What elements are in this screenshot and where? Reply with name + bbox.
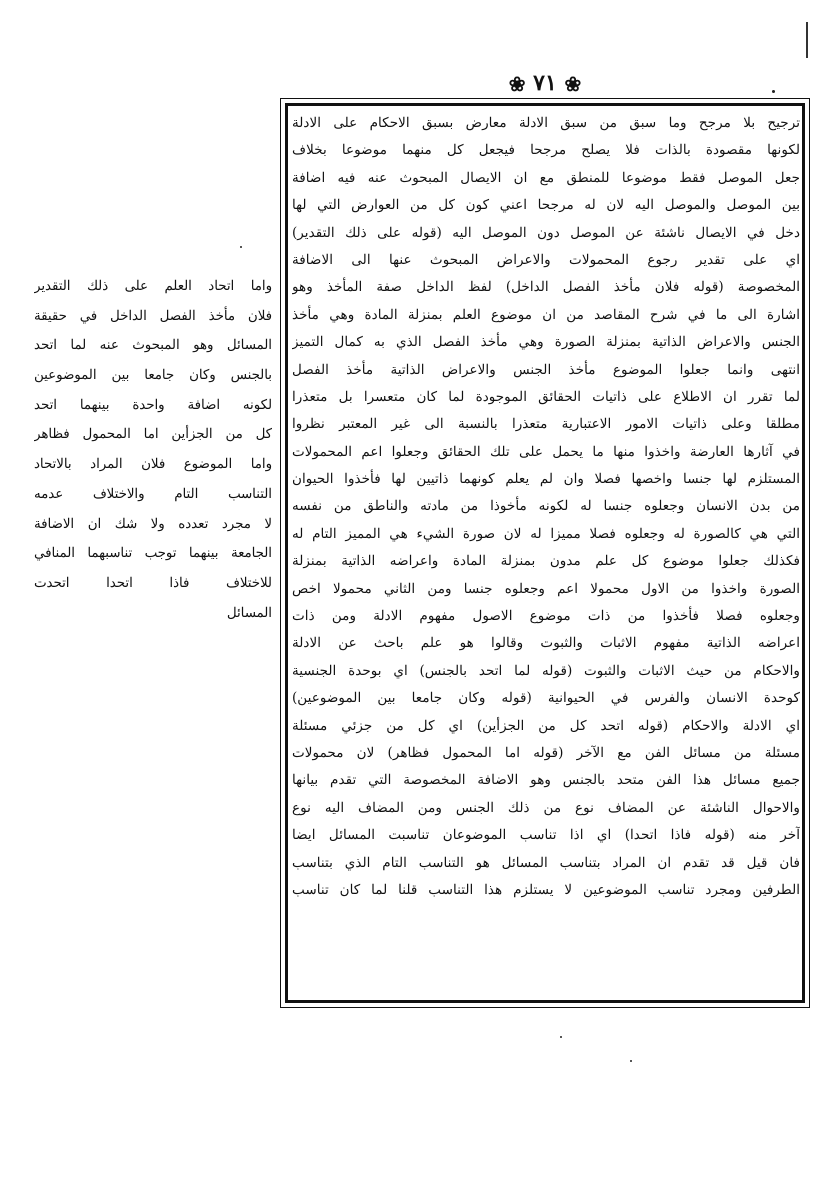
margin-line: للاختلاف فاذا اتحدا اتحدت [34,575,272,591]
margin-line: واما الموضوع فلان المراد بالاتحاد [34,457,272,473]
main-line: المستلزم لها جنسا واخصها فصلا وان لم يعلم كونهما ذاتيين لها فأخذوا الحيوان [292,471,800,488]
margin-line: كل من الجزأين اما المحمول فظاهر [34,427,272,443]
main-line: مسئلة من مسائل الفن مع الآخر (قوله اما المحمول فظاهر) لان محمولات [292,744,800,761]
main-line: الصورة واخذوا من الاول محمولا اعم وجعلوه جنسا ومن الثاني محمولا اخص [292,580,800,597]
main-line: ترجيح بلا مرجح وما سبق من سبق الادلة معارض بسبق الاحكام على الادلة [292,115,800,131]
main-line: فان قيل قد تقدم ان المراد بتناسب المسائل هو التناسب التام الذي بتناسب [292,854,800,871]
main-line: وجعلوه فصلا فأخذوا من ذات موضوع الاصول مفهوم الادلة ومن ذات [292,608,800,625]
margin-line: التناسب التام والاختلاف عدمه [34,486,272,502]
ink-speck [560,1036,562,1038]
main-line: كوحدة الانسان والفرس في الحيوانية (قوله وكان جامعا بين الموضوعين) [292,690,800,707]
edge-rule [806,22,808,58]
page-number-value: ٧١ [533,70,557,96]
main-line: الطرفين ومجرد تناسب الموضوعين لا يستلزم هذا التناسب قلنا لما كان تناسب [292,881,800,898]
margin-line: الجامعة بينهما توجب تناسبهما المنافي [34,546,272,562]
main-line: لكونها مقصودة بالذات فلا يصلح مرجحا فيجعل كل منهما موضوعا بخلاف [292,142,800,159]
margin-line: فلان مأخذ الفصل الداخل في حقيقة [34,308,272,324]
main-line: انتهى وانما جعلوا الموضوع مأخذ الجنس والاعراض الذاتية مأخذ الفصل [292,361,800,378]
margin-line: المسائل وهو المبحوث عنه لما اتحد [34,338,272,354]
page-number [500,70,590,96]
main-line: جعل الموصل فقط موضوعا للمنطق مع ان الايصال المبحوث عنه فيه اضافة [292,169,800,186]
margin-line: واما اتحاد العلم على ذلك التقدير [34,279,272,294]
main-line: من بدن الانسان وجعلوه جنسا له لكونه مأخوذا من مادته والناطق من نفسه [292,498,800,515]
main-line: اشارة الى ما في شرح المقاصد من ان موضوع العلم بمنزلة المادة وهي مأخذ [292,306,800,323]
margin-gloss [34,272,272,628]
ink-speck [240,246,242,248]
margin-line: لكونه اضافة واحدة بينهما اتحد [34,397,272,413]
ornament-left-icon: ❀ [564,72,582,96]
main-line: مطلقا وعلى ذاتيات الامور الاعتبارية متعذرا بالنسبة الى غير المعتبر نظروا [292,416,800,433]
main-line: التي هي كالصورة له وجعلوه فصلا مميزا له لان صورة الشيء هي المميز التام له [292,525,800,542]
ornament-right-icon: ❀ [508,72,526,96]
main-line: والاحكام من حيث الاثبات والثبوت (قوله لما اتحد بالجنس) اي بوحدة الجنسية [292,662,800,679]
main-line: في آثارها العارضة واخذوا منها ما يحمل على تلك الحقائق وجعلوا اعم المحمولات [292,443,800,460]
main-line: والاحوال الناشئة عن المضاف نوع من ذلك الجنس ومن المضاف اليه نوع [292,799,800,816]
main-line: لما تقرر ان الاطلاع على ذاتيات الحقائق الموجودة لما كان متعسرا بل متعذرا [292,388,800,405]
margin-line: المسائل [226,605,272,621]
margin-line: لا مجرد تعدده ولا شك ان الاضافة [34,516,272,532]
margin-line: بالجنس وكان جامعا بين الموضوعين [34,368,272,384]
ink-speck [630,1060,632,1062]
main-line: اعراضه الذاتية مفهوم الاثبات والثبوت وقالوا هو علم باحث عن الادلة [292,635,800,652]
main-line: بين الموصل والموصل اليه لان له مرجحا اعني كون كل من العوارض التي لها [292,197,800,214]
main-line: اي على تقدير رجوع المحمولات والاعراض المبحوث عنها الى الاضافة [292,251,800,268]
ink-speck [772,90,775,93]
main-line: فكذلك جعلوا موضوع كل علم مدون بمنزلة المادة واعراضه الذاتية بمنزلة [292,553,800,570]
main-line: جميع مسائل هذا الفن متحد بالجنس وهو الاضافة المخصوصة التي تقدم بيانها [292,772,800,789]
main-line: اي الادلة والاحكام (قوله اتحد كل من الجزأين) اي كل من جزئي مسئلة [292,717,800,734]
main-line: المخصوصة (قوله فلان مأخذ الفصل الداخل) لفظ الداخل صفة المأخذ وهو [292,279,800,296]
main-line: آخر منه (قوله فاذا اتحدا) اي اذا تناسب الموضوعان تناسبت المسائل ايضا [292,827,800,844]
main-text-block [292,110,800,904]
main-line: الجنس والاعراض الذاتية بمنزلة الصورة وهي مأخذ الفصل الذي به كمال التميز [292,334,800,351]
main-line: دخل في الايصال ناشئة عن الموصل دون الموصل اليه (قوله على ذلك التقدير) [292,224,800,241]
